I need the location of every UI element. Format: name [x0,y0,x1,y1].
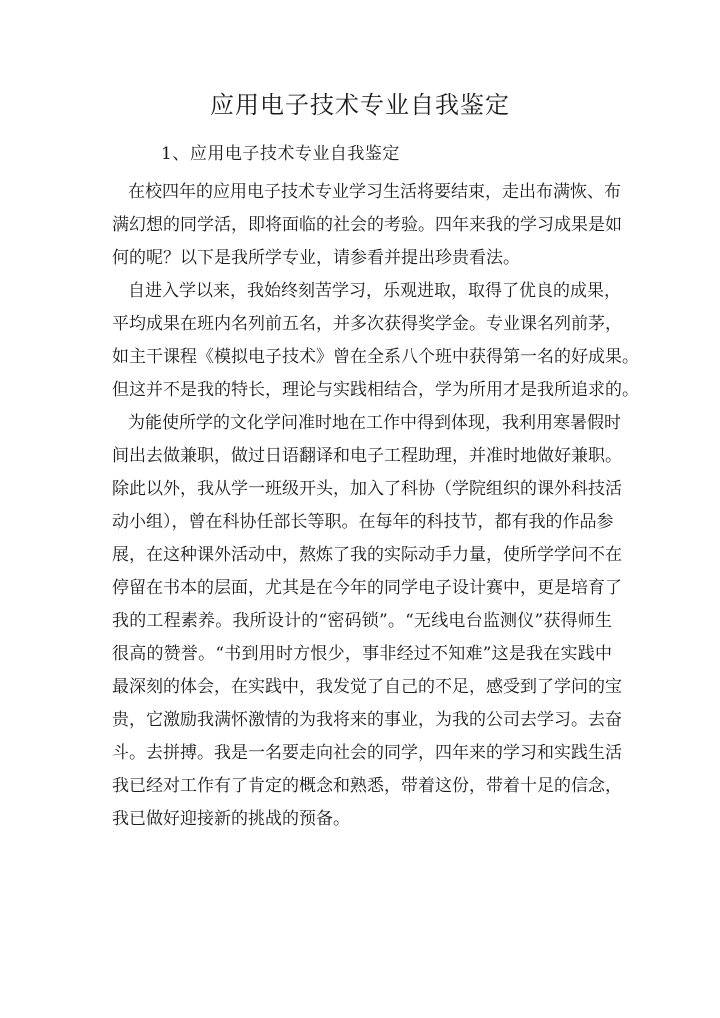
text-line: 我已做好迎接新的挑战的预备。 [112,809,350,829]
section-heading: 1、应用电子技术专业自我鉴定 [161,144,400,164]
text-line: 自进入学以来，我始终刻苦学习，乐观进取，取得了优良的成果， [128,281,621,301]
document-title: 应用电子技术专业自我鉴定 [210,91,510,119]
text-line: 在校四年的应用电子技术专业学习生活将要结束，走出布满恢、布 [128,182,621,202]
text-line: 如主干课程《模拟电子技术》曾在全系八个班中获得第一名的好成果。 [112,347,639,367]
text-line: 除此以外，我从学一班级开头，加入了科协（学院组织的课外科技活 [112,479,622,499]
document-body [112,176,639,836]
text-line: 展，在这种课外活动中，熬炼了我的实际动手力量，使所学学问不在 [112,545,622,565]
text-line: 动小组），曾在科协任部长等职。在每年的科技节，都有我的作品参 [112,512,614,532]
text-line: 斗。去拼搏。我是一名要走向社会的同学，四年来的学习和实践生活 [112,743,622,763]
text-line: 停留在书本的层面，尤其是在今年的同学电子设计赛中，更是培育了 [112,578,622,598]
text-line: 间出去做兼职，做过日语翻译和电子工程助理，并准时地做好兼职。 [112,446,622,466]
text-line: 很高的赞誉。“书到用时方恨少，事非经过不知难”这是我在实践中 [112,644,612,664]
text-line: 我已经对工作有了肯定的概念和熟悉，带着这份，带着十足的信念， [112,776,622,796]
text-line: 何的呢？以下是我所学专业，请参看并提出珍贵看法。 [112,248,520,268]
text-line: 最深刻的体会，在实践中，我发觉了自己的不足，感受到了学问的宝 [112,677,622,697]
text-line: 贵，它激励我满怀激情的为我将来的事业，为我的公司去学习。去奋 [112,710,622,730]
text-line: 平均成果在班内名列前五名，并多次获得奖学金。专业课名列前茅， [112,314,622,334]
text-line: 我的工程素养。我所设计的“密码锁”。“无线电台监测仪”获得师生 [112,611,612,631]
text-line: 为能使所学的文化学问准时地在工作中得到体现，我利用寒暑假时 [128,413,621,433]
text-line: 但这并不是我的特长，理论与实践相结合，学为所用才是我所追求的。 [112,380,639,400]
text-line: 满幻想的同学活，即将面临的社会的考验。四年来我的学习成果是如 [112,215,622,235]
